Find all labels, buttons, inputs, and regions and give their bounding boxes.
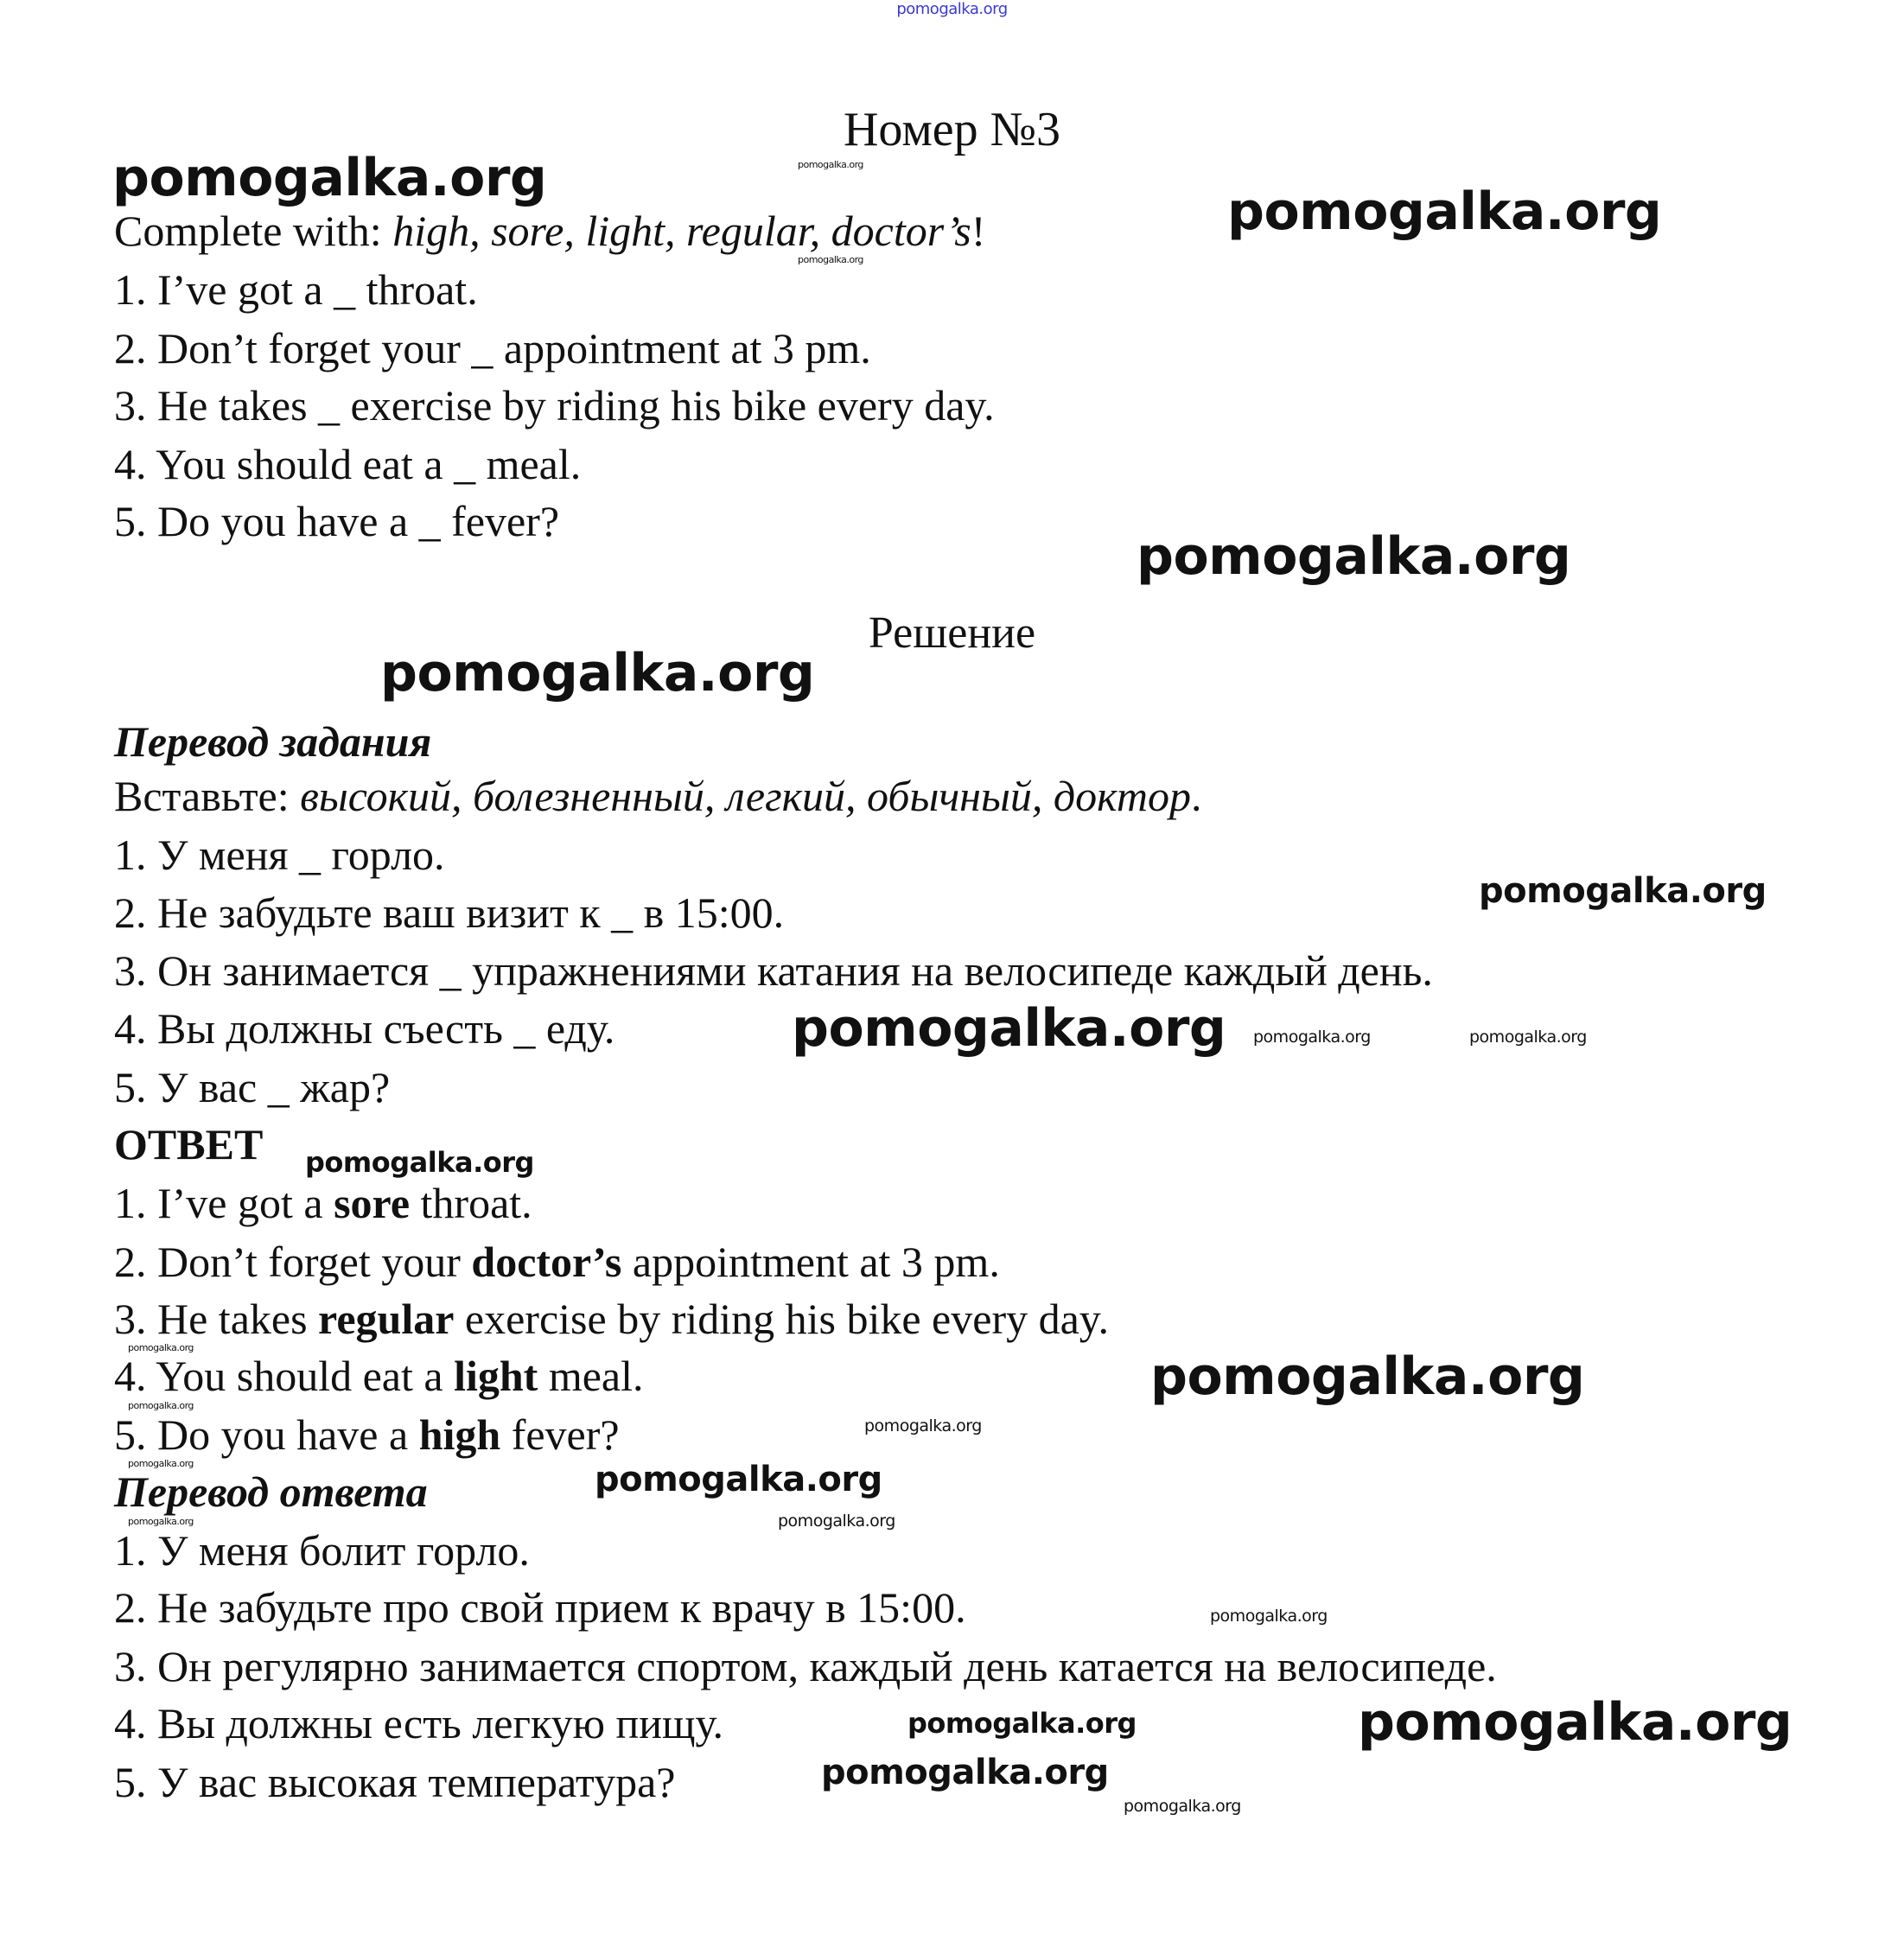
answer-translation-line	[114, 1467, 428, 1516]
task-line	[114, 381, 995, 430]
watermark: pomogalka.org	[305, 1146, 534, 1179]
translation-line	[114, 946, 1433, 995]
translation-line	[114, 1063, 391, 1111]
italic-text: high, sore, light, regular, doctor’s	[392, 207, 971, 255]
watermark: pomogalka.org	[778, 1511, 895, 1531]
watermark: pomogalka.org	[907, 1707, 1137, 1740]
text: 5. Do you have a	[114, 1410, 419, 1459]
text: exercise by riding his bike every day.	[454, 1295, 1110, 1343]
translation-line	[114, 774, 1201, 818]
watermark: pomogalka.org	[798, 158, 863, 170]
watermark: pomogalka.org	[128, 1341, 194, 1353]
watermark: pomogalka.org	[112, 148, 547, 208]
watermark: pomogalka.org	[1150, 1346, 1585, 1407]
answer-line	[114, 1181, 532, 1225]
text: appointment at 3 pm.	[621, 1238, 1000, 1286]
watermark: pomogalka.org	[1253, 1027, 1371, 1047]
page-title: Номер №3	[843, 103, 1061, 156]
text: fever?	[500, 1410, 620, 1459]
watermark: pomogalka.org	[1137, 526, 1571, 587]
task-line	[114, 324, 871, 372]
watermark: pomogalka.org	[1227, 181, 1662, 242]
answer-translation-line	[114, 1642, 1497, 1690]
translation-line	[114, 831, 445, 879]
watermark: pomogalka.org	[1210, 1606, 1328, 1626]
translation-line	[114, 717, 432, 766]
bold-text: Перевод ответа	[114, 1467, 428, 1516]
watermark: pomogalka.org	[1124, 1796, 1241, 1816]
answer-translation-line	[114, 1526, 530, 1575]
bold-text: doctor’s	[471, 1238, 622, 1286]
text: 4. You should eat a _ meal.	[114, 440, 582, 488]
watermark: pomogalka.org	[1358, 1692, 1793, 1753]
watermark: pomogalka.org	[595, 1460, 882, 1499]
watermark: pomogalka.org	[380, 643, 815, 703]
text: 4. Вы должны есть легкую пищу.	[114, 1699, 723, 1747]
header-watermark: pomogalka.org	[896, 0, 1008, 18]
answer-line	[114, 1410, 620, 1459]
text: Вставьте:	[114, 772, 301, 820]
watermark: pomogalka.org	[864, 1416, 982, 1435]
task-line	[114, 497, 560, 545]
translation-line	[114, 888, 785, 937]
text: 1. У меня _ горло.	[114, 831, 445, 879]
watermark: pomogalka.org	[128, 1399, 194, 1411]
answer-translation-line	[114, 1699, 723, 1747]
bold-text: regular	[318, 1295, 455, 1343]
text: .	[1190, 772, 1202, 820]
watermark: pomogalka.org	[798, 253, 863, 265]
answer-line	[114, 1352, 644, 1400]
text: 3. He takes _ exercise by riding his bike every day.	[114, 381, 995, 430]
task-line	[114, 442, 581, 486]
text: 5. У вас _ жар?	[114, 1063, 391, 1111]
text: 4. You should eat a	[114, 1352, 455, 1400]
watermark: pomogalka.org	[821, 1753, 1109, 1792]
text: 2. Не забудьте про свой прием к врачу в 15:00.	[114, 1583, 966, 1632]
answer-translation-line	[114, 1760, 675, 1804]
text: 3. Он занимается _ упражнениями катания на велосипеде каждый день.	[114, 946, 1433, 995]
answer-line	[114, 1295, 1110, 1343]
answer-line	[114, 1120, 264, 1168]
text: 2. Don’t forget your _ appointment at 3 pm.	[114, 324, 871, 372]
task-line	[114, 265, 478, 314]
text: 1. У меня болит горло.	[114, 1526, 530, 1575]
watermark: pomogalka.org	[1479, 871, 1767, 911]
bold-text: high	[418, 1410, 501, 1459]
solution-heading: Решение	[868, 608, 1036, 658]
text: throat.	[410, 1179, 532, 1227]
bold-text: ОТВЕТ	[114, 1120, 264, 1168]
text: 2. Не забудьте ваш визит к _ в 15:00.	[114, 888, 785, 937]
watermark: pomogalka.org	[128, 1515, 194, 1527]
text: 5. У вас высокая температура?	[114, 1758, 676, 1806]
bold-text: Перевод задания	[114, 717, 432, 766]
text: 1. I’ve got a	[114, 1179, 334, 1227]
watermark: pomogalka.org	[128, 1457, 194, 1469]
text: 3. He takes	[114, 1295, 319, 1343]
watermark: pomogalka.org	[1469, 1027, 1587, 1047]
watermark: pomogalka.org	[792, 998, 1226, 1059]
task-line	[114, 207, 986, 255]
bold-text: sore	[334, 1179, 411, 1227]
italic-text: высокий, болезненный, легкий, обычный, доктор	[300, 772, 1191, 820]
answer-translation-line	[114, 1583, 966, 1632]
text: 5. Do you have a _ fever?	[114, 497, 560, 545]
text: !	[971, 207, 986, 255]
text: meal.	[538, 1352, 644, 1400]
text: 1. I’ve got a _ throat.	[114, 265, 478, 314]
text: 2. Don’t forget your	[114, 1238, 472, 1286]
answer-line	[114, 1238, 1000, 1286]
translation-line	[114, 1004, 615, 1053]
text: Complete with:	[114, 207, 393, 255]
bold-text: light	[454, 1352, 538, 1400]
text: 3. Он регулярно занимается спортом, каждый день катается на велосипеде.	[114, 1642, 1497, 1690]
text: 4. Вы должны съесть _ еду.	[114, 1004, 615, 1053]
